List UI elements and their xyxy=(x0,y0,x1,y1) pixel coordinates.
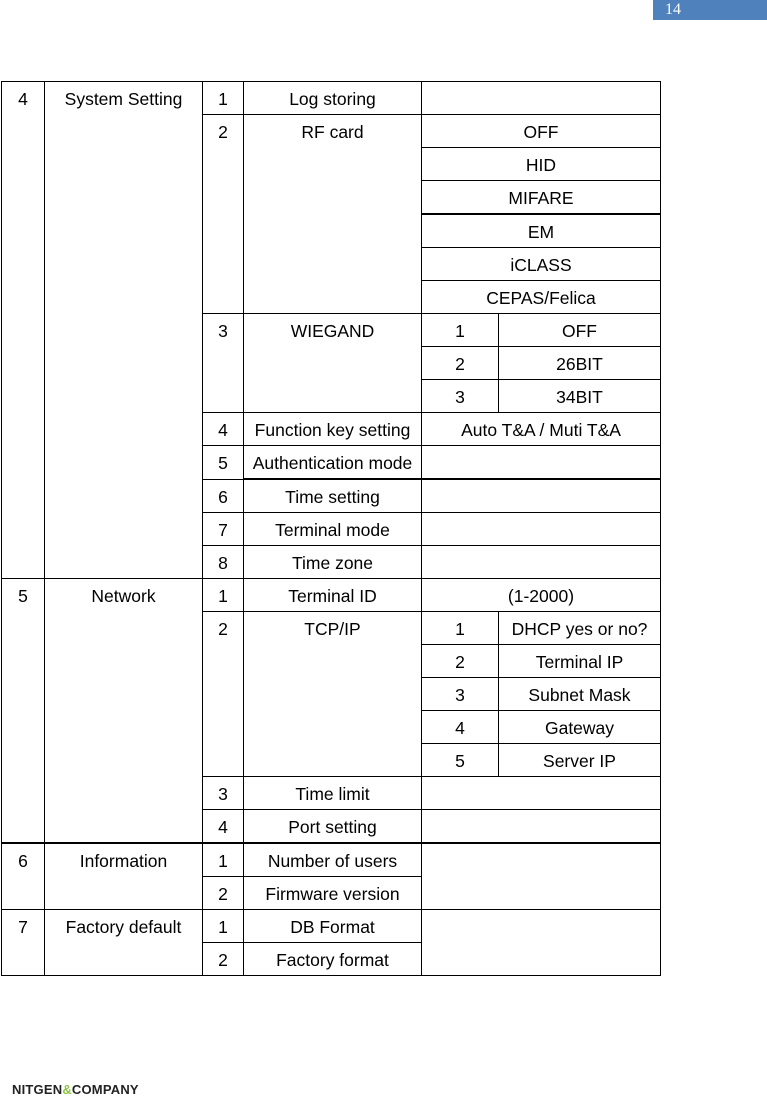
brand-logo xyxy=(12,1082,139,1097)
item-name: Time limit xyxy=(244,777,422,810)
sub-number: 3 xyxy=(422,380,499,413)
section-number: 4 xyxy=(2,82,45,579)
item-number: 7 xyxy=(203,513,244,546)
item-number: 1 xyxy=(203,910,244,943)
item-name: Authentication mode xyxy=(244,446,422,480)
brand-logo-right: COMPANY xyxy=(71,1082,139,1097)
item-value xyxy=(422,82,661,115)
item-value xyxy=(422,446,661,480)
item-name: Terminal ID xyxy=(244,579,422,612)
item-value: Auto T&A / Muti T&A xyxy=(422,413,661,446)
item-name: RF card xyxy=(244,115,422,314)
item-name: Number of users xyxy=(244,843,422,877)
option-value: EM xyxy=(422,214,661,248)
item-number: 3 xyxy=(203,314,244,413)
section-number: 5 xyxy=(2,579,45,844)
sub-value: 26BIT xyxy=(499,347,661,380)
item-value: (1-2000) xyxy=(422,579,661,612)
item-name: Function key setting xyxy=(244,413,422,446)
sub-number: 2 xyxy=(422,347,499,380)
brand-logo-ampersand: & xyxy=(62,1082,72,1097)
table-row xyxy=(2,843,661,877)
item-number: 5 xyxy=(203,446,244,480)
table-row xyxy=(2,579,661,612)
sub-value: Server IP xyxy=(499,744,661,777)
item-number: 2 xyxy=(203,115,244,314)
item-value xyxy=(422,777,661,810)
item-name: Log storing xyxy=(244,82,422,115)
item-value xyxy=(422,546,661,579)
item-value xyxy=(422,810,661,844)
sub-number: 4 xyxy=(422,711,499,744)
item-name: DB Format xyxy=(244,910,422,943)
item-name: TCP/IP xyxy=(244,612,422,777)
sub-value: Subnet Mask xyxy=(499,678,661,711)
item-number: 2 xyxy=(203,943,244,976)
section-number: 6 xyxy=(2,843,45,910)
table-row xyxy=(2,82,661,115)
item-name: Port setting xyxy=(244,810,422,844)
option-value: OFF xyxy=(422,115,661,148)
item-name: Time zone xyxy=(244,546,422,579)
item-number: 6 xyxy=(203,479,244,513)
table-row xyxy=(2,910,661,943)
option-value: CEPAS/Felica xyxy=(422,281,661,314)
sub-number: 2 xyxy=(422,645,499,678)
item-name: Time setting xyxy=(244,479,422,513)
sub-value: 34BIT xyxy=(499,380,661,413)
item-value xyxy=(422,513,661,546)
sub-value: OFF xyxy=(499,314,661,347)
section-name: Factory default xyxy=(45,910,203,976)
item-number: 1 xyxy=(203,82,244,115)
section-number: 7 xyxy=(2,910,45,976)
brand-logo-left: NITGEN xyxy=(12,1082,63,1097)
item-number: 2 xyxy=(203,877,244,910)
item-name: WIEGAND xyxy=(244,314,422,413)
item-number: 2 xyxy=(203,612,244,777)
sub-number: 1 xyxy=(422,314,499,347)
item-number: 8 xyxy=(203,546,244,579)
item-number: 1 xyxy=(203,843,244,877)
section-name: Network xyxy=(45,579,203,844)
option-value: MIFARE xyxy=(422,181,661,215)
sub-value: Gateway xyxy=(499,711,661,744)
section-name: Information xyxy=(45,843,203,910)
sub-value: Terminal IP xyxy=(499,645,661,678)
item-number: 4 xyxy=(203,413,244,446)
item-number: 1 xyxy=(203,579,244,612)
item-value xyxy=(422,910,661,976)
sub-number: 5 xyxy=(422,744,499,777)
item-name: Factory format xyxy=(244,943,422,976)
option-value: iCLASS xyxy=(422,248,661,281)
sub-number: 1 xyxy=(422,612,499,645)
sub-number: 3 xyxy=(422,678,499,711)
sub-value: DHCP yes or no? xyxy=(499,612,661,645)
option-value: HID xyxy=(422,148,661,181)
item-value xyxy=(422,843,661,910)
item-number: 3 xyxy=(203,777,244,810)
item-number: 4 xyxy=(203,810,244,844)
item-value xyxy=(422,479,661,513)
item-name: Firmware version xyxy=(244,877,422,910)
item-name: Terminal mode xyxy=(244,513,422,546)
page-number: 14 xyxy=(653,0,767,20)
menu-structure-table xyxy=(1,81,661,976)
section-name: System Setting xyxy=(45,82,203,579)
